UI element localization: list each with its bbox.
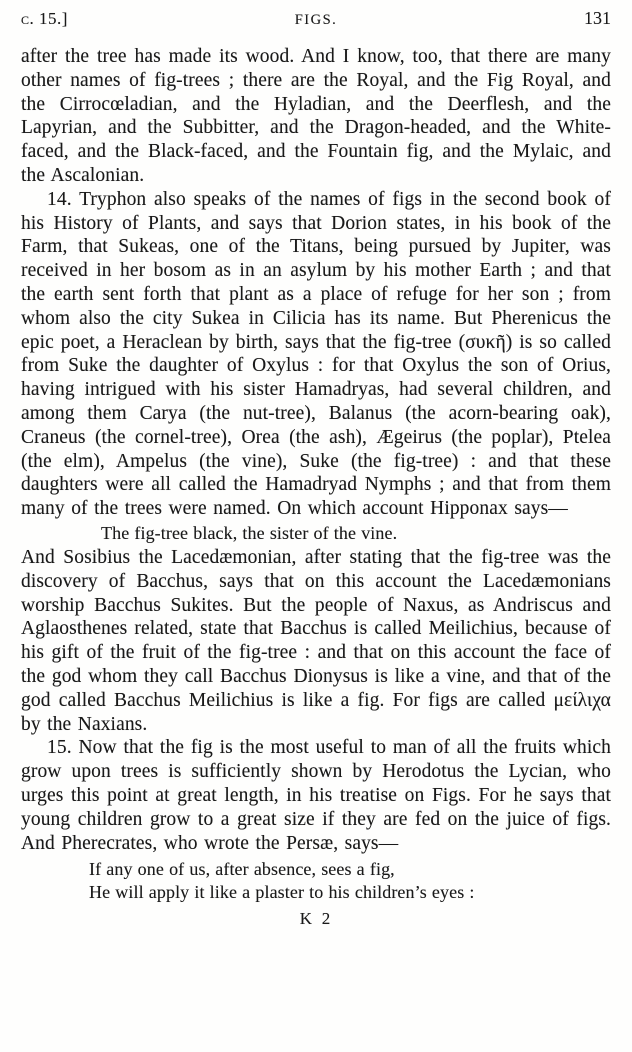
verse-quote-pherecrates [89,858,611,904]
verse-quote-hipponax: The fig-tree black, the sister of the vine. [101,522,398,543]
signature-text: K 2 [299,909,333,929]
page-body [21,45,611,931]
verse-line: If any one of us, after absence, sees a fig, [89,859,395,880]
paragraph-sosibius: And Sosibius the Lacedæmonian, after stating that the fig-tree was the discovery of Bacchus, says that on this account the Lacedæmonians worship Bacchus Sukites. But the people of Naxus, as Andriscus and Aglaosthenes related, state that Bacchus is called Meilichius, because of his gift of the fruit of the fig-tree : and that on this account the face of the god whom they call Bacchus Dionysus is like a vine, and that of the god called Bacchus Meilichius is like a fig. For figs are called μείλιχα by the Naxians. [21,546,611,735]
paragraph-continuation: after the tree has made its wood. And I know, too, that there are many other names of fig-trees ; there are the Royal, and the Fig Royal, and the Cirrocœladian, and the Hyladian, and the Deerflesh, and the Lapyrian, and the Subbitter, and the Dragon-headed, and the White-faced, and the Black-faced, and the Fountain fig, and the Mylaic, and the Ascalonian. [21,46,611,186]
running-head [21,8,611,29]
page-number: 131 [584,8,611,28]
chapter-marker: c. 15.] [21,9,68,28]
paragraph-section-14: 14. Tryphon also speaks of the names of figs in the second book of his History of Plants, and says that Dorion states, in his book of the Farm, that Sukeas, one of the Titans, being pursued by Jupiter, was received in her bosom as in an asylum by his mother Earth ; and that the earth sent forth that plant as a place of refuge for her son ; from whom also the city Sukea in Cilicia has its name. But Pherenicus the epic poet, a Heraclean by birth, says that the fig-tree (συκῆ) is so called from Suke the daughter of Oxylus : for that Oxylus the son of Orius, having intrigued with his sister Hamadryas, had several children, and among them Carya (the nut-tree), Balanus (the acorn-bearing oak), Craneus (the cornel-tree), Orea (the ash), Ægeirus (the poplar), Ptelea (the elm), Ampelus (the vine), Suke (the fig-tree) : and that these daughters were all called the Hamadryad Nymphs ; and that from them many of the trees were named. On which account Hipponax says— [21,188,611,520]
running-title: FIGS. [294,12,338,28]
signature-mark [21,907,611,931]
verse-line: He will apply it like a plaster to his children’s eyes : [89,882,475,903]
paragraph-section-15: 15. Now that the fig is the most useful to man of all the fruits which grow upon trees is sufficiently shown by Herodotus the Lycian, who urges this point at great length, in his treatise on Figs. For he says that young children grow to a great size if they are fed on the juice of figs. And Pherecrates, who wrote the Persæ, says— [21,737,611,854]
